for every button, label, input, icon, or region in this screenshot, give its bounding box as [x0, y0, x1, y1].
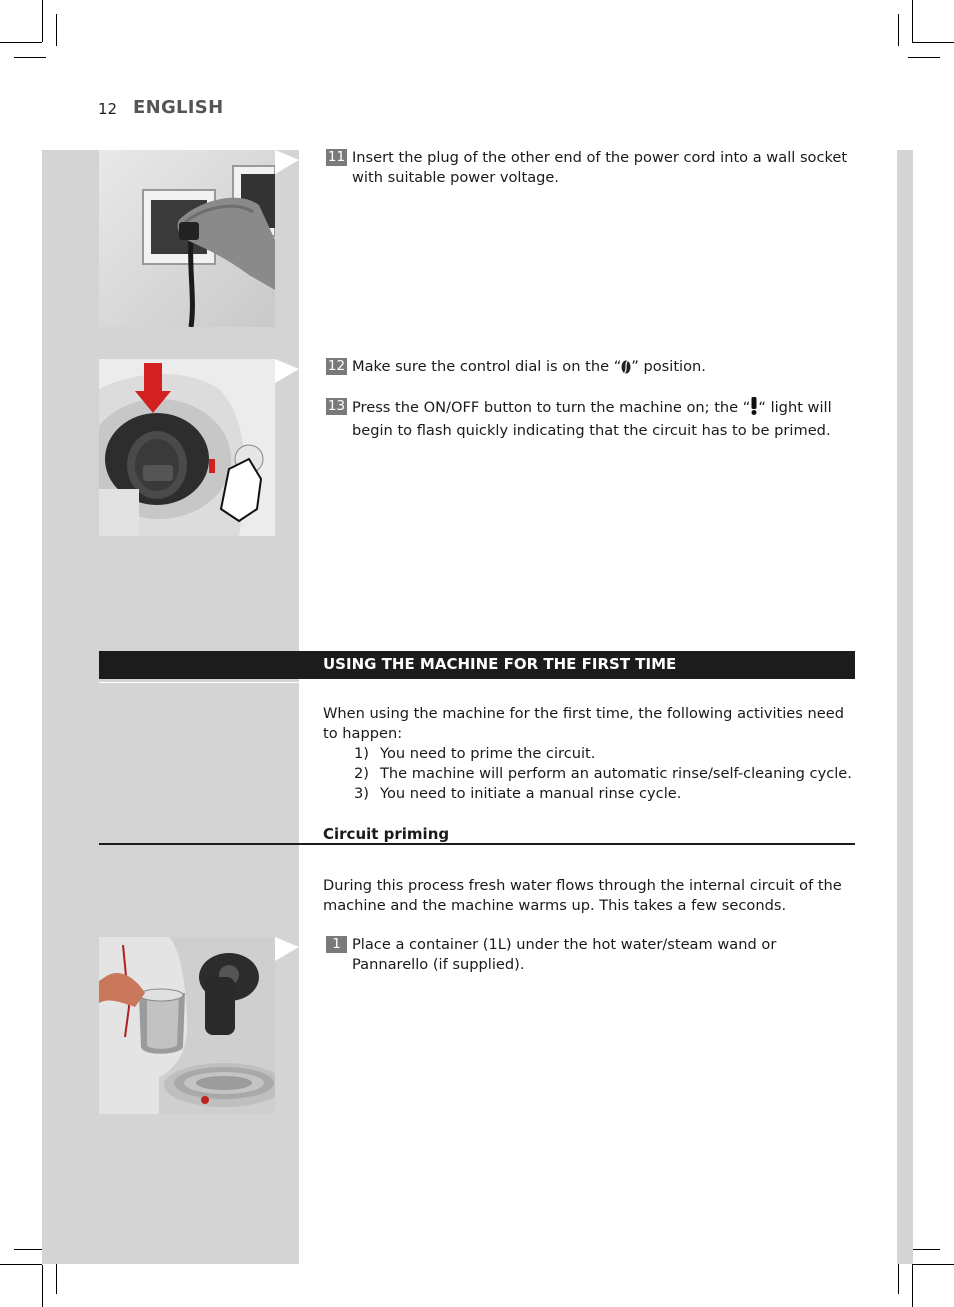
- step-text-after: ” position.: [631, 358, 706, 375]
- photo-callout-pointer: [275, 150, 299, 174]
- coffee-bean-icon: [621, 360, 631, 380]
- page-language: ENGLISH: [133, 97, 224, 118]
- step-text-before: Press the ON/OFF button to turn the machine on; the “: [352, 399, 751, 416]
- crop-mark: [898, 14, 899, 46]
- crop-mark: [912, 42, 954, 43]
- crop-mark: [42, 1265, 43, 1307]
- step-number-badge: 11: [327, 149, 346, 165]
- page-number: 12: [98, 100, 118, 118]
- step-text-before: Make sure the control dial is on the “: [352, 358, 622, 375]
- list-item: [354, 744, 595, 764]
- list-number: 1): [354, 745, 369, 762]
- list-number: 3): [354, 785, 369, 802]
- list-text: You need to initiate a manual rinse cycle.: [380, 785, 682, 802]
- list-text: The machine will perform an automatic rinse/self-cleaning cycle.: [380, 765, 852, 782]
- step-text-after: “ light will begin to flash quickly indicating that the circuit has to be primed.: [352, 399, 832, 439]
- control-panel-photo: [99, 359, 275, 536]
- heading-rule: [99, 843, 855, 845]
- photo-callout-pointer: [275, 937, 299, 961]
- steam-wand-photo: [99, 937, 275, 1114]
- list-number: 2): [354, 765, 369, 782]
- crop-mark: [14, 57, 46, 58]
- list-item: [354, 784, 681, 804]
- sub-heading: Circuit priming: [323, 825, 450, 843]
- step-number-badge: 12: [327, 358, 346, 374]
- step-text: [352, 397, 852, 441]
- crop-mark: [42, 0, 43, 42]
- step-text: [352, 357, 852, 380]
- section-title: USING THE MACHINE FOR THE FIRST TIME: [323, 655, 677, 673]
- crop-mark: [912, 0, 913, 42]
- crop-mark: [898, 1262, 899, 1294]
- list-text: You need to prime the circuit.: [380, 745, 596, 762]
- crop-mark: [0, 42, 42, 43]
- step-text: Place a container (1L) under the hot water/steam wand or Pannarello (if supplied).: [352, 936, 777, 973]
- crop-mark: [0, 1264, 42, 1265]
- section-bar-separator: [99, 682, 299, 683]
- priming-description: During this process fresh water flows through the internal circuit of the machine and the machine warms up. This takes a few seconds.: [323, 877, 842, 914]
- crop-mark: [912, 1265, 913, 1307]
- step-number-badge: 1: [326, 936, 347, 953]
- step-text: Insert the plug of the other end of the power cord into a wall socket with suitable power voltage.: [352, 149, 848, 186]
- list-item: [354, 764, 852, 784]
- crop-mark: [56, 14, 57, 46]
- crop-mark: [908, 57, 940, 58]
- intro-paragraph: When using the machine for the first time, the following activities need to happen:: [323, 705, 844, 742]
- wall-socket-photo: [99, 150, 275, 327]
- crop-mark: [56, 1262, 57, 1294]
- step-number-badge: 13: [327, 398, 346, 414]
- photo-callout-pointer: [275, 359, 299, 383]
- crop-mark: [912, 1264, 954, 1265]
- right-sidebar-band: [897, 150, 913, 1264]
